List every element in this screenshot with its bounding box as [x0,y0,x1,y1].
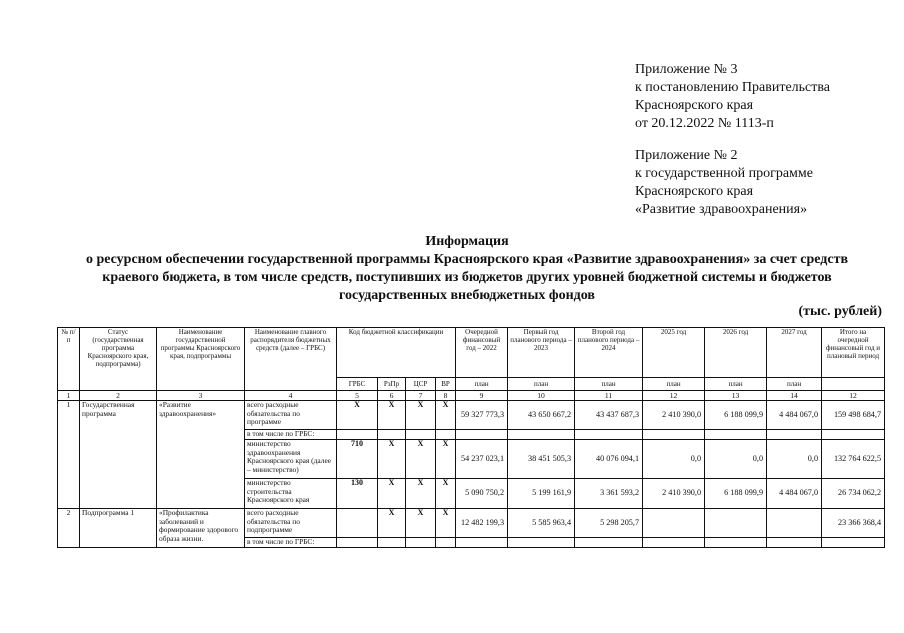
row-num: 1 [58,401,80,509]
column-index: 6 [378,391,406,401]
column-index: 11 [575,391,643,401]
cell-grbs: 130 [337,479,378,509]
cell-2022: 54 237 023,1 [456,440,508,479]
column-index: 4 [245,391,337,401]
row-program-name: «Развитие здравоохранения» [157,401,245,509]
header-vr: ВР [436,378,456,391]
column-index: 2 [80,391,157,401]
title-line: краевого бюджета, в том числе средств, поступивших из бюджетов других уровней бюджетной системы и бюджетов [102,270,832,285]
annex-line: Приложение № 2 [635,148,738,163]
row-grbs-name: всего расходные обязательства по подпрограмме [245,509,337,538]
cell-grbs: X [337,401,378,430]
row-status: Подпрограмма 1 [80,509,157,548]
column-index: 10 [508,391,575,401]
row-status: Государственная программа [80,401,157,509]
cell-2023: 5 585 963,4 [508,509,575,538]
cell-vr: X [436,479,456,509]
cell-csr: X [406,479,436,509]
plan-label: план [575,378,643,391]
plan-label-empty [822,378,885,391]
column-index: 9 [456,391,508,401]
annex-line: Приложение № 3 [635,62,738,77]
header-row [58,328,885,378]
header-budget-code: Код бюджетной классификации [337,328,456,378]
column-index: 13 [705,391,767,401]
annex-line: к постановлению Правительства [635,80,831,95]
cell-2027: 0,0 [767,440,822,479]
units-label: (тыс. рублей) [798,304,882,319]
header-2025: 2025 год [643,328,705,378]
table-row [58,401,885,430]
column-index: 8 [436,391,456,401]
row-including-label: в том числе по ГРБС: [245,430,337,440]
annex-line: Красноярского края [635,184,754,199]
header-status: Статус (государственная программа Красноярского края, подпрограмма) [80,328,157,391]
title-line: о ресурсном обеспечении государственной программы Красноярского края «Развитие здравоохранения» за счет средств [85,252,849,267]
column-index: 14 [767,391,822,401]
annex-line: Красноярского края [635,98,754,113]
cell-2027: 4 484 067,0 [767,479,822,509]
cell-total: 159 498 684,7 [822,401,885,430]
cell-2023: 43 650 667,2 [508,401,575,430]
cell-vr: X [436,440,456,479]
column-index-row [58,391,885,401]
cell-2024: 40 076 094,1 [575,440,643,479]
column-index: 3 [157,391,245,401]
cell-2027: 4 484 067,0 [767,401,822,430]
cell-grbs [337,509,378,538]
document-title [50,233,884,305]
cell-vr: X [436,509,456,538]
column-index: 12 [822,391,885,401]
header-grbs-name: Наименование главного распорядителя бюджетных средств (далее – ГРБС) [245,328,337,391]
row-program-name: «Профилактика заболеваний и формирование здорового образа жизни. [157,509,245,548]
cell-csr: X [406,509,436,538]
cell-2026: 6 188 099,9 [705,401,767,430]
header-num: № п/п [58,328,80,391]
header-name: Наименование государственной программы Красноярского края, подпрограммы [157,328,245,391]
cell-total: 23 366 368,4 [822,509,885,538]
column-index: 12 [643,391,705,401]
annex-2-block [635,147,813,219]
cell-vr: X [436,401,456,430]
cell-2025 [643,509,705,538]
cell-2022: 12 482 199,3 [456,509,508,538]
header-2022: Очередной финансовый год – 2022 [456,328,508,378]
header-csr: ЦСР [406,378,436,391]
annex-line: от 20.12.2022 № 1113-п [635,116,774,131]
row-grbs-name: министерство здравоохранения Красноярского края (далее – министерство) [245,440,337,479]
cell-2022: 59 327 773,3 [456,401,508,430]
column-index: 5 [337,391,378,401]
header-grbs-code: ГРБС [337,378,378,391]
cell-2025: 0,0 [643,440,705,479]
cell-2025: 2 410 390,0 [643,401,705,430]
column-index: 1 [58,391,80,401]
plan-label: план [456,378,508,391]
header-2027: 2027 год [767,328,822,378]
row-grbs-name: министерство строительства Красноярского края [245,479,337,509]
plan-label: план [705,378,767,391]
cell-2024: 43 437 687,3 [575,401,643,430]
row-num: 2 [58,509,80,548]
title-line: государственных внебюджетных фондов [339,288,595,303]
header-2024: Второй год планового периода – 2024 [575,328,643,378]
row-grbs-name: всего расходные обязательства по программе [245,401,337,430]
cell-2026 [705,509,767,538]
header-rzpr: РзПр [378,378,406,391]
cell-2022: 5 090 750,2 [456,479,508,509]
title-line: Информация [425,234,509,249]
cell-grbs: 710 [337,440,378,479]
cell-2023: 38 451 505,3 [508,440,575,479]
table-row [58,509,885,538]
cell-2025: 2 410 390,0 [643,479,705,509]
resource-table [57,327,885,548]
cell-csr: X [406,440,436,479]
cell-2026: 0,0 [705,440,767,479]
cell-2024: 5 298 205,7 [575,509,643,538]
plan-label: план [643,378,705,391]
cell-total: 132 764 622,5 [822,440,885,479]
cell-total: 26 734 062,2 [822,479,885,509]
cell-2026: 6 188 099,9 [705,479,767,509]
cell-csr: X [406,401,436,430]
annex-line: «Развитие здравоохранения» [635,202,808,217]
cell-rzpr: X [378,401,406,430]
plan-label: план [508,378,575,391]
cell-2027 [767,509,822,538]
header-total: Итого на очередной финансовый год и плановый период [822,328,885,378]
cell-2023: 5 199 161,9 [508,479,575,509]
cell-rzpr: X [378,479,406,509]
cell-rzpr: X [378,440,406,479]
cell-2024: 3 361 593,2 [575,479,643,509]
plan-label: план [767,378,822,391]
row-including-label: в том числе по ГРБС: [245,538,337,548]
annex-line: к государственной программе [635,166,813,181]
header-2023: Первый год планового периода – 2023 [508,328,575,378]
column-index: 7 [406,391,436,401]
header-2026: 2026 год [705,328,767,378]
cell-rzpr: X [378,509,406,538]
annex-3-block [635,61,830,133]
